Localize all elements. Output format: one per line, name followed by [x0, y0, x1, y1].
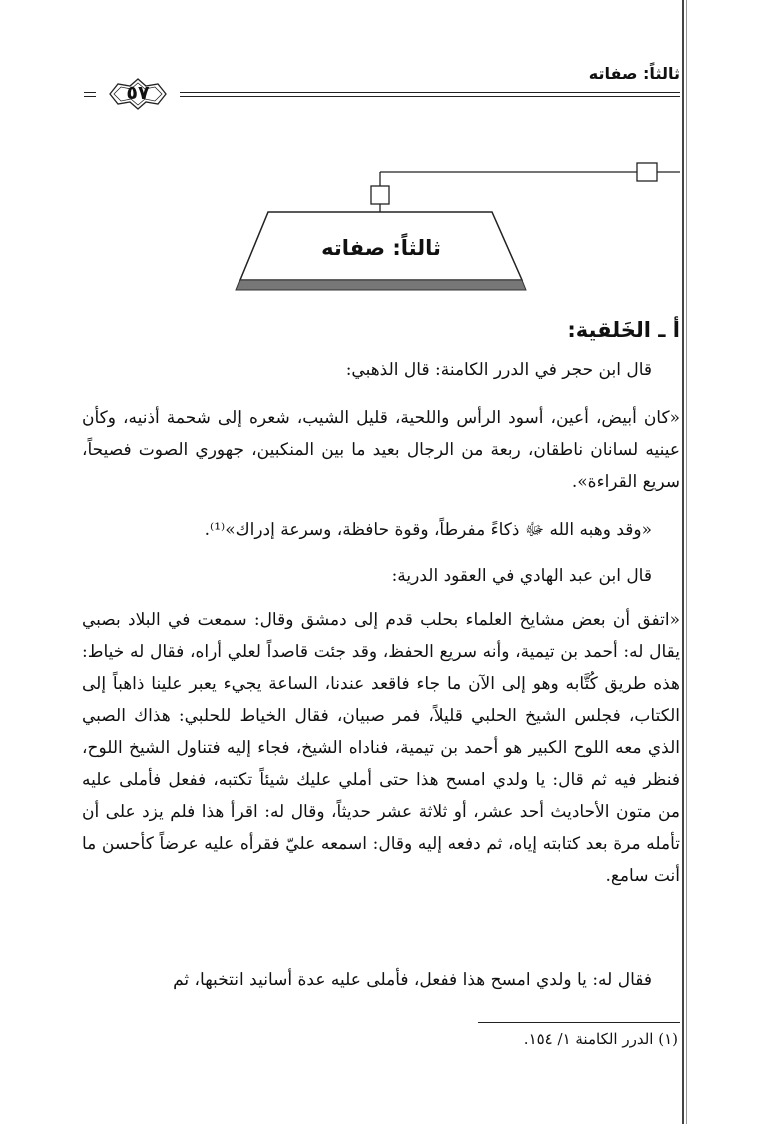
footnote: (١) الدرر الكامنة ١/ ١٥٤.	[523, 1030, 678, 1048]
title-connector-diagram	[0, 0, 764, 320]
running-header-title: ثالثاً: صفاته	[588, 64, 680, 83]
paragraph-4: قال ابن عبد الهادي في العقود الدرية:	[391, 566, 652, 586]
page-number: ٥٧	[126, 82, 150, 104]
paragraph-3: «وقد وهبه الله ﷻ ذكاءً مفرطاً، وقوة حافظة، وسرعة إدراك»⁽¹⁾.	[204, 520, 652, 540]
paragraph-1: قال ابن حجر في الدرر الكامنة: قال الذهبي:	[345, 360, 652, 380]
section-title: ثالثاً: صفاته	[321, 236, 441, 260]
footnote-rule	[478, 1022, 680, 1023]
paragraph-6: فقال له: يا ولدي امسح هذا ففعل، فأملى عليه عدة أسانيد انتخبها، ثم	[173, 970, 652, 990]
subheading-physical-traits: أ ـ الخَلقية:	[567, 318, 680, 342]
paragraph-5: «اتفق أن بعض مشايخ العلماء بحلب قدم إلى دمشق وقال: سمعت في البلاد بصبي يقال له: أحمد بن تيمية، وأنه سريع الحفظ، وقد جئت قاصداً لعلي أراه، فقال له خياط: هذه طريق كُتَّابه وهو إلى الآن ما جاء فاقعد عندنا، الساعة يجيء يعبر علينا ذاهباً إلى الكتاب، فجلس الشيخ الحلبي قليلاً، فمر صبيان، فقال الخياط للحلبي: هذاك الصبي الذي معه اللوح الكبير هو أحمد بن تيمية، فناداه الشيخ، فجاء إليه فتناول الشيخ اللوح، فنظر فيه ثم قال: يا ولدي امسح هذا حتى أملي عليك شيئاً تكتبه، ففعل فأملى عليه من متون الأحاديث أحد عشر، أو ثلاثة عشر حديثاً، وقال له: اقرأ هذا فلم يزد على أن تأمله مرة بعد كتابته إياه، ثم دفعه إليه وقال: اسمعه عليّ فقرأه عليه عرضاً كأحسن ما أنت سامع.	[82, 610, 680, 886]
paragraph-2: «كان أبيض، أعين، أسود الرأس واللحية، قليل الشيب، شعره إلى شحمة أذنيه، وكأن عينيه لسانان ناطقان، ربعة من الرجال بعيد ما بين المنكبين، جهوري الصوت فصيحاً، سريع القراءة».	[82, 408, 680, 492]
